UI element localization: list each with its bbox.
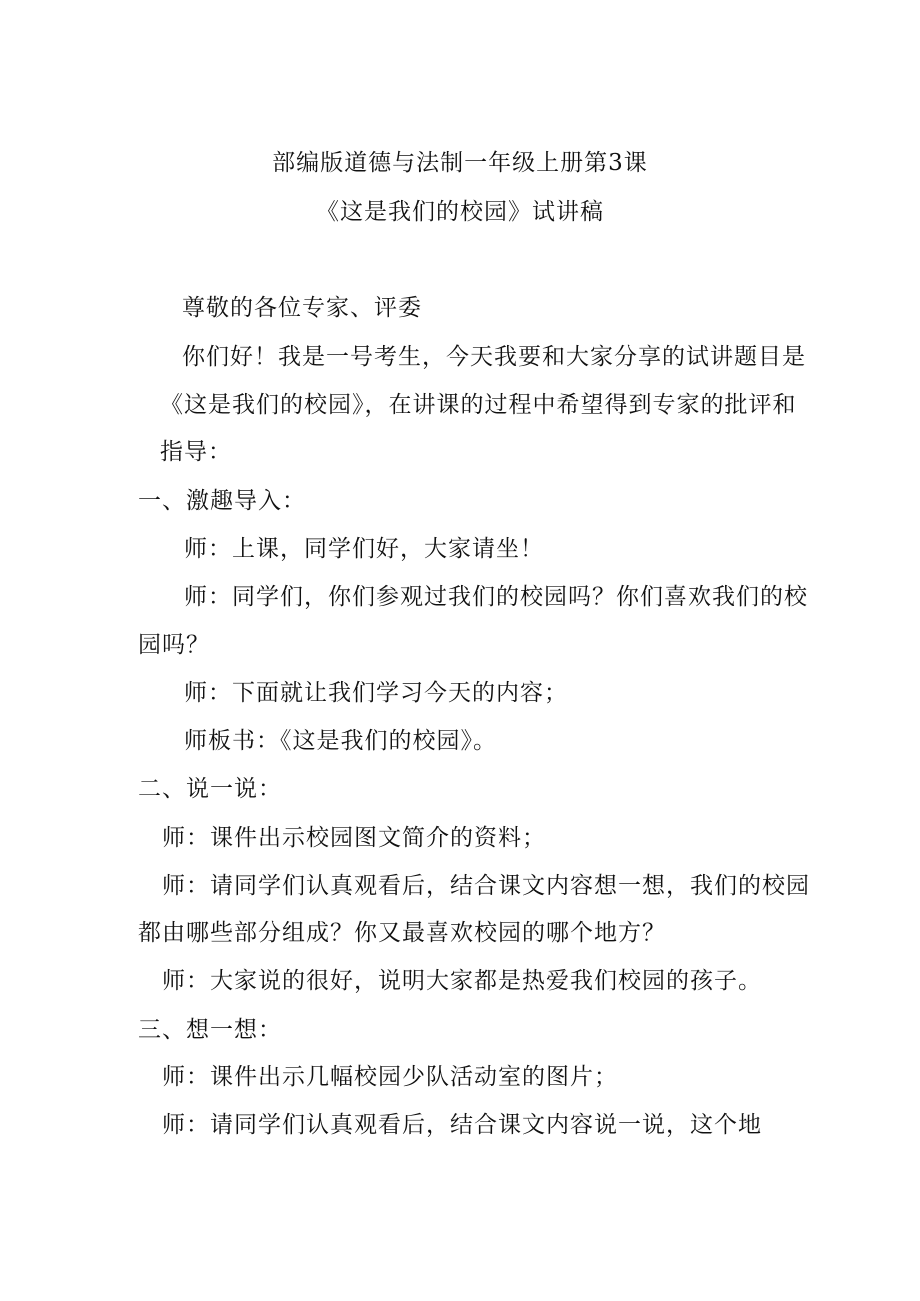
dialogue-line: 师：请同学们认真观看后，结合课文内容想一想，我们的校园: [162, 873, 810, 899]
dialogue-line: 师：课件出示几幅校园少队活动室的图片；: [162, 1064, 618, 1090]
intro-line: 你们好！我是一号考生，今天我要和大家分享的试讲题目是: [182, 344, 806, 370]
dialogue-line: 师：课件出示校园图文简介的资料；: [162, 825, 546, 851]
intro-line: 指导：: [160, 439, 232, 465]
document-title: 部编版道德与法制一年级上册第3课: [272, 150, 648, 176]
dialogue-line: 师：请同学们认真观看后，结合课文内容说一说，这个地: [162, 1112, 762, 1138]
section-heading: 二、说一说：: [138, 776, 282, 802]
dialogue-line: 师：上课，同学们好，大家请坐！: [184, 536, 544, 562]
greeting-line: 尊敬的各位专家、评委: [182, 295, 422, 321]
dialogue-line: 师：大家说的很好，说明大家都是热爱我们校园的孩子。: [162, 968, 762, 994]
dialogue-line: 师板书：《这是我们的校园》。: [184, 728, 497, 754]
document-subtitle: 《这是我们的校园》试讲稿: [316, 199, 604, 225]
dialogue-line: 师：下面就让我们学习今天的内容；: [184, 680, 568, 706]
dialogue-line: 园吗？: [138, 632, 210, 658]
section-heading: 三、想一想：: [138, 1017, 282, 1043]
dialogue-line: 师：同学们，你们参观过我们的校园吗？你们喜欢我们的校: [184, 584, 808, 610]
dialogue-line: 都由哪些部分组成？你又最喜欢校园的哪个地方？: [138, 920, 666, 946]
section-heading: 一、激趣导入：: [138, 488, 306, 514]
intro-line: 《这是我们的校园》，在讲课的过程中希望得到专家的批评和: [160, 392, 797, 418]
